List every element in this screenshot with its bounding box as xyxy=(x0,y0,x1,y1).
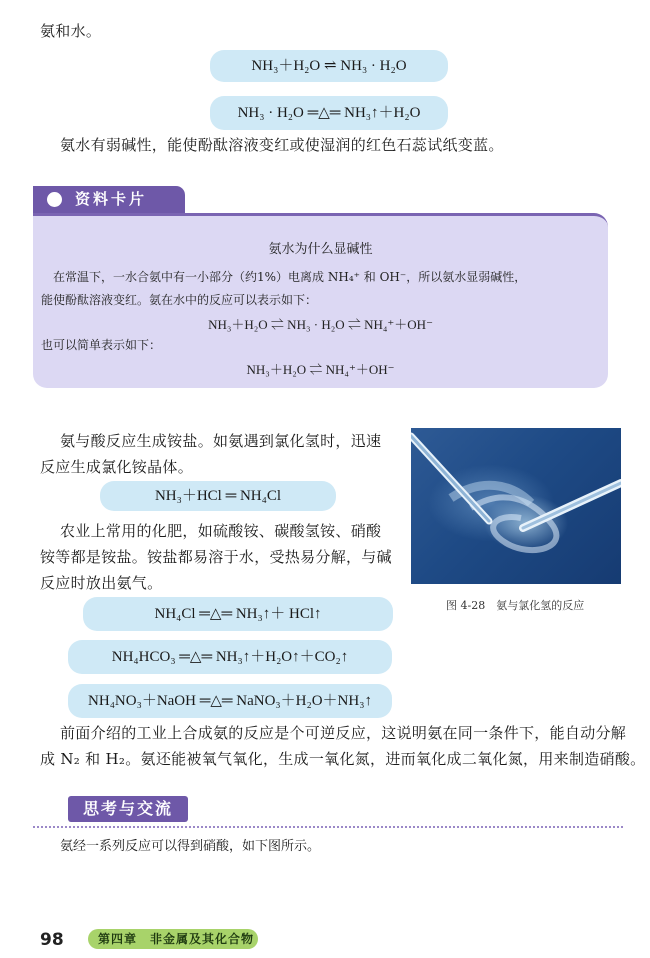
page-number: 98 xyxy=(40,930,64,950)
paragraph-reversible-reaction: 前面介绍的工业上合成氨的反应是个可逆反应，这说明氨在同一条件下，能自动分解 xyxy=(60,724,627,742)
info-card-line: 在常温下，一水合氨中有一小部分（约1%）电离成 NH₄⁺ 和 OH⁻，所以氨水显弱碱性， xyxy=(53,270,527,284)
glass-rods-smoke-illustration xyxy=(411,428,621,584)
info-card-line: 也可以简单表示如下： xyxy=(41,338,162,352)
equation-ammonia-hydrate-decomposition xyxy=(210,96,448,130)
info-card-badge xyxy=(33,186,185,213)
paragraph-reversible-reaction-cont: 成 N₂ 和 H₂。氨还能被氧气氧化，生成一氧化氮，进而氧化成二氧化氮，用来制造硝酸。 xyxy=(40,750,646,768)
equation-ammonia-water-equilibrium xyxy=(210,50,448,82)
circle-bullet-icon xyxy=(47,192,62,207)
info-card-line: 能使酚酞溶液变红。氨在水中的反应可以表示如下： xyxy=(41,293,318,307)
equation-text: NH₃ · H₂O ═△═ NH₃↑＋H₂O xyxy=(237,105,421,121)
equation-text: NH₃＋H₂O ⇌ NH₃ · H₂O xyxy=(251,58,407,74)
chapter-label: 第四章 非金属及其化合物 xyxy=(88,929,258,949)
think-and-discuss-text: 氨经一系列反应可以得到硝酸，如下图所示。 xyxy=(60,839,321,854)
paragraph-fertilizer: 农业上常用的化肥，如硫酸铵、碳酸氢铵、硝酸 xyxy=(60,522,382,540)
info-card-title: 氨水为什么显碱性 xyxy=(268,242,373,257)
equation-ammonia-hcl xyxy=(100,481,336,511)
info-card xyxy=(33,213,608,388)
info-card-badge-label: 资料卡片 xyxy=(75,190,148,208)
figure-caption: 图 4-28 氨与氯化氢的反应 xyxy=(446,599,585,612)
paragraph-ammonia-water-basicity: 氨水有弱碱性，能使酚酞溶液变红或使湿润的红色石蕊试纸变蓝。 xyxy=(60,136,504,154)
intro-text: 氨和水。 xyxy=(40,22,102,40)
info-card-equation: NH₃＋H₂O ⇌ NH₄⁺＋OH⁻ xyxy=(246,362,395,377)
equation-text: NH₄HCO₃ ═△═ NH₃↑＋H₂O↑＋CO₂↑ xyxy=(111,649,349,665)
paragraph-acid-reaction-cont: 反应生成氯化铵晶体。 xyxy=(40,458,194,476)
equation-ammonium-bicarbonate-decomposition xyxy=(68,640,392,674)
equation-text: NH₄Cl ═△═ NH₃↑＋ HCl↑ xyxy=(154,606,322,622)
paragraph-fertilizer-cont: 反应时放出氨气。 xyxy=(40,574,163,592)
equation-ammonium-chloride-decomposition xyxy=(83,597,393,631)
dotted-divider xyxy=(33,826,623,828)
paragraph-fertilizer-cont: 铵等都是铵盐。铵盐都易溶于水，受热易分解，与碱 xyxy=(40,548,392,566)
equation-text: NH₄NO₃＋NaOH ═△═ NaNO₃＋H₂O＋NH₃↑ xyxy=(88,693,372,709)
equation-ammonium-nitrate-naoh xyxy=(68,684,392,718)
info-card-equation: NH₃＋H₂O ⇌ NH₃ · H₂O ⇌ NH₄⁺＋OH⁻ xyxy=(208,317,433,332)
equation-text: NH₃＋HCl ═ NH₄Cl xyxy=(154,488,282,504)
figure-ammonia-hcl-photo xyxy=(411,428,621,584)
paragraph-acid-reaction: 氨与酸反应生成铵盐。如氨遇到氯化氢时，迅速 xyxy=(60,432,382,450)
think-and-discuss-badge: 思考与交流 xyxy=(68,796,188,822)
